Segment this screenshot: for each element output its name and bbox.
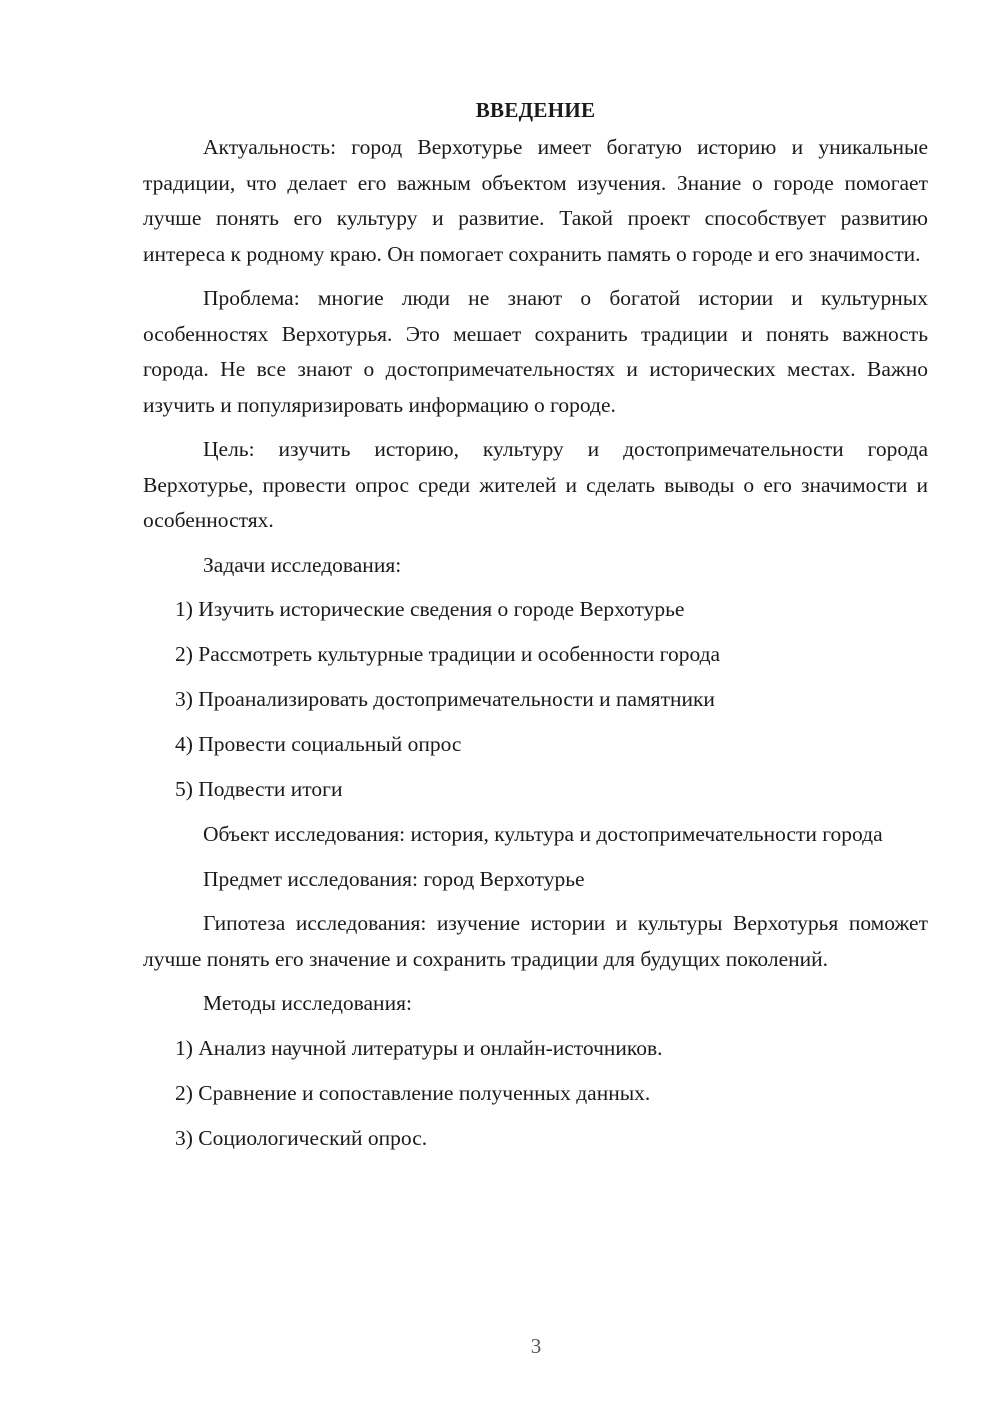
methods-label: Методы исследования: bbox=[203, 991, 412, 1015]
goal-paragraph: Цель: изучить историю, культуру и достопримечательности города Верхотурье, провести опрос среди жителей и сделать выводы о его значимости и особенностях. bbox=[143, 437, 928, 532]
object-paragraph: Объект исследования: история, культура и достопримечательности города bbox=[203, 822, 883, 846]
document-page bbox=[143, 92, 928, 1166]
list-item: 3) Социологический опрос. bbox=[175, 1125, 428, 1150]
list-item: 4) Провести социальный опрос bbox=[175, 732, 462, 756]
page-title: ВВЕДЕНИЕ bbox=[475, 98, 596, 122]
tasks-label: Задачи исследования: bbox=[203, 552, 402, 577]
list-item: 1) Изучить исторические сведения о городе Верхотурье bbox=[175, 597, 685, 621]
problem-paragraph: Проблема: многие люди не знают о богатой истории и культурных особенностях Верхотурья. Это мешает сохранить традиции и понять важность города. Не все знают о достопримечательностях и исторических местах. Важно изучить и популяризировать информацию о городе. bbox=[143, 286, 928, 417]
list-item: 2) Рассмотреть культурные традиции и особенности города bbox=[175, 642, 721, 666]
page-number: 3 bbox=[530, 1334, 542, 1358]
hypothesis-paragraph: Гипотеза исследования: изучение истории и культуры Верхотурья поможет лучше понять его значение и сохранить традиции для будущих поколений. bbox=[143, 911, 928, 971]
tasks-list bbox=[143, 592, 928, 808]
subject-paragraph: Предмет исследования: город Верхотурье bbox=[203, 866, 585, 891]
list-item: 5) Подвести итоги bbox=[175, 777, 343, 801]
list-item: 1) Анализ научной литературы и онлайн-источников. bbox=[175, 1035, 663, 1060]
relevance-paragraph: Актуальность: город Верхотурье имеет богатую историю и уникальные традиции, что делает его важным объектом изучения. Знание о городе помогает лучше понять его культуру и развитие. Такой проект способствует развитию интереса к родному краю. Он помогает сохранить память о городе и его значимости. bbox=[143, 135, 928, 266]
methods-list bbox=[143, 1031, 928, 1157]
list-item: 2) Сравнение и сопоставление полученных данных. bbox=[175, 1080, 651, 1105]
list-item: 3) Проанализировать достопримечательности и памятники bbox=[175, 687, 715, 711]
